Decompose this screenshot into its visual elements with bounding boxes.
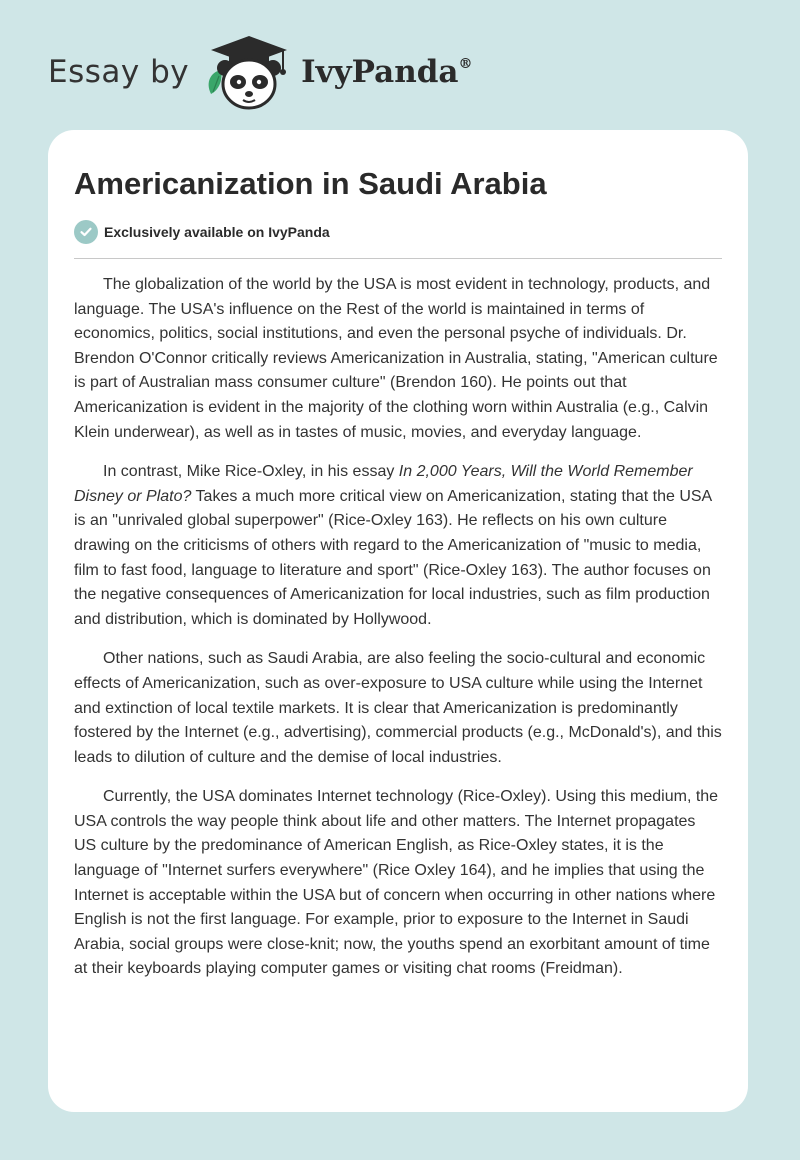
paragraph-4: Currently, the USA dominates Internet technology (Rice-Oxley). Using this medium, the USA controls the way people think about life and other matters. The Internet propagates US culture by the predominance of American English, as Rice-Oxley states, it is the language of "Internet surfers everywhere" (Rice Oxley 164), and he implies that using the Internet is acceptable within the USA but of concern when occurring in other nations where English is not the first language. For example, prior to exposure to the Internet in Saudi Arabia, social groups were close-knit; now, the youths spend an exorbitant amount of time at their keyboards playing computer games or visiting chat rooms (Freidman).	[74, 788, 719, 978]
exclusive-badge	[74, 220, 722, 244]
page-title: Americanization in Saudi Arabia	[74, 166, 547, 201]
essay-by-label: Essay by	[48, 54, 190, 90]
essay-title-italic: In 2,000 Years, Will the World Remember Disney or Plato?	[74, 463, 693, 505]
brand-name[interactable]: IvyPanda®	[301, 54, 473, 90]
article-body	[74, 273, 722, 982]
divider	[74, 258, 722, 259]
paragraph-3: Other nations, such as Saudi Arabia, are also feeling the socio-cultural and economic effects of Americanization, such as over-exposure to USA culture while using the Internet and extinction of local textile markets. It is clear that Americanization is predominantly fostered by the Internet (e.g., advertising), commercial products (e.g., McDonald's), and this leads to dilution of culture and the demise of local industries.	[74, 650, 722, 766]
check-circle-icon	[74, 220, 98, 244]
panda-graduate-logo-icon[interactable]	[203, 32, 295, 112]
exclusive-label: Exclusively available on IvyPanda	[104, 224, 330, 240]
paragraph-1: The globalization of the world by the USA is most evident in technology, products, and language. The USA's influence on the Rest of the world is maintained in terms of economics, politics, social institutions, and even the personal psyche of individuals. Dr. Brendon O'Connor critically reviews Americanization in Australia, stating, "American culture is part of Australian mass consumer culture" (Brendon 160). He points out that Americanization is evident in the majority of the clothing worn within Australia (e.g., Calvin Klein underwear), as well as in tastes of music, movies, and everyday language.	[74, 276, 718, 441]
paragraph-2: In contrast, Mike Rice-Oxley, in his essay In 2,000 Years, Will the World Remember Disney or Plato? Takes a much more critical view on Americanization, stating that the USA is an "unrivaled global superpower" (Rice-Oxley 163). He reflects on his own culture drawing on the criticisms of others with regard to the Americanization of "music to media, film to fast food, language to literature and sport" (Rice-Oxley 163). The author focuses on the negative consequences of Americanization for local industries, such as film production and distribution, which is dominated by Hollywood.	[74, 463, 712, 628]
site-header	[48, 32, 473, 112]
article-card	[48, 130, 748, 1112]
